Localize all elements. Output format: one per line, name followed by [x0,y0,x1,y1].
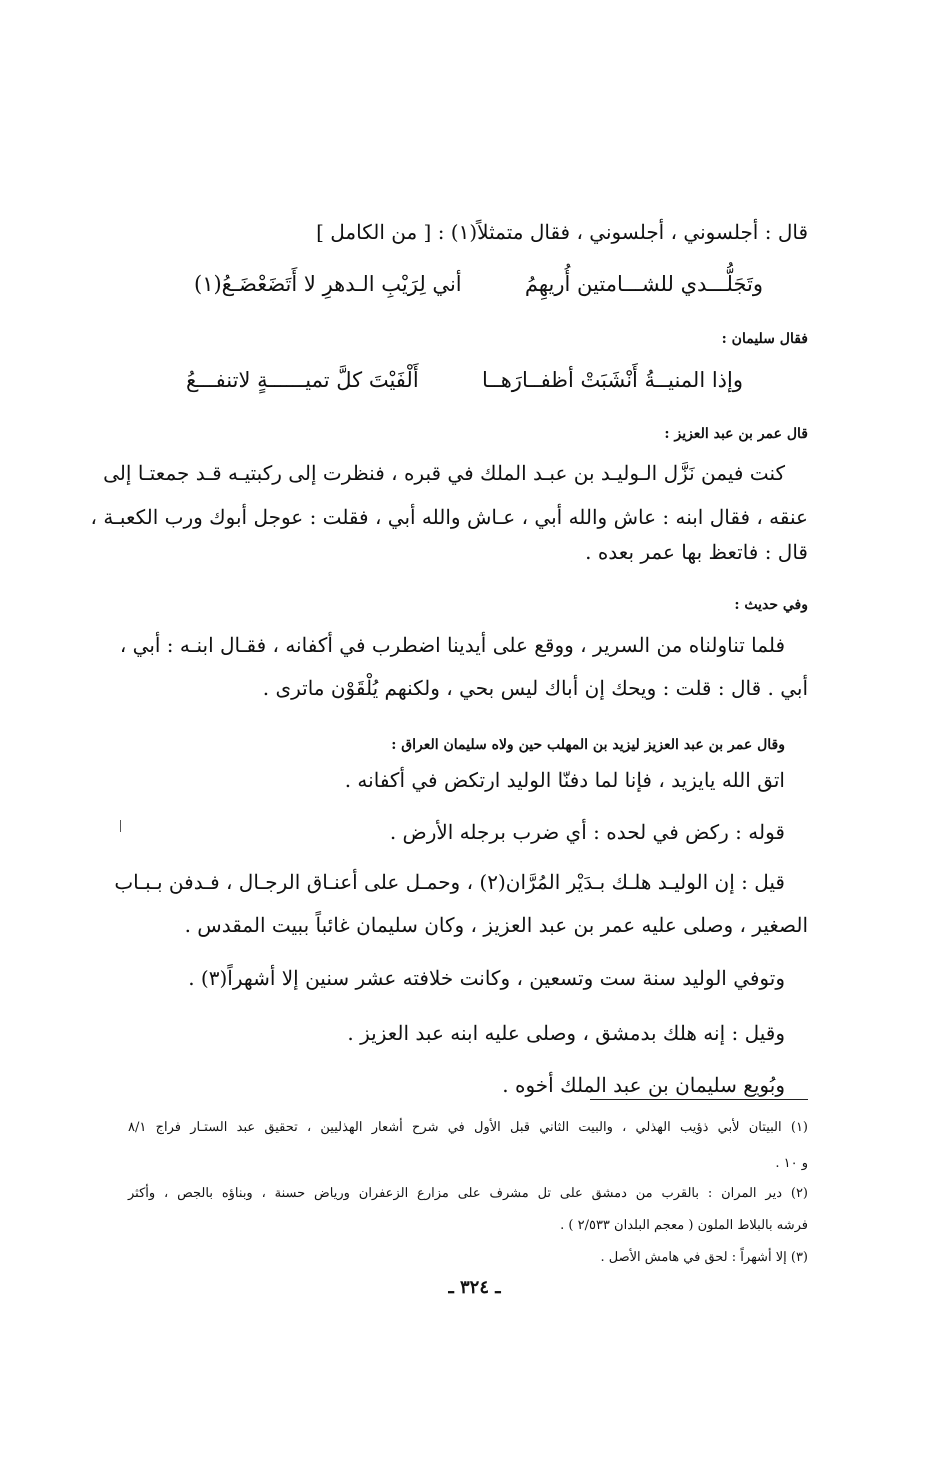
verse-1-second-hemistich: أني لِرَيْبِ الـدهرِ لا أَتَضَعْضَـعُ(١) [194,272,462,296]
intro-line: قال : أجلسوني ، أجلسوني ، فقال متمثلاً(١) : [ من الكامل ] [316,220,808,244]
footnote-3-line-1: (٣) إلا أشهراً : لحق في هامش الأصل . [600,1250,808,1265]
paragraph-7-line-1: وقيل : إنه هلك بدمشق ، وصلى عليه ابنه عبد العزيز . [347,1021,785,1045]
paragraph-6-line-1: وتوفي الوليد سنة ست وتسعين ، وكانت خلافته عشر سنين إلا أشهراً(٣) . [188,966,785,990]
paragraph-5-line-2: الصغير ، وصلى عليه عمر بن عبد العزيز ، وكان سليمان غائباً ببيت المقدس . [184,913,808,937]
paragraph-1-line-3: قال : فاتعظ بها عمر بعده . [585,540,808,564]
heading-umar-to-yazid: وقال عمر بن عبد العزيز ليزيد بن المهلب حين ولاه سليمان العراق : [391,737,785,753]
paragraph-8-line-1: وبُويع سليمان بن عبد الملك أخوه . [502,1073,785,1097]
verse-1-first-hemistich: وتَجَلُّـــدي للشـــامتين أُريهِمُ [524,272,763,296]
footnote-1-line-2: و ١٠ . [775,1156,808,1171]
paragraph-3-line-1: اتق الله يايزيد ، فإنا لما دفنّا الوليد ارتكض في أكفانه . [344,768,785,792]
verse-2-second-hemistich: أَلْفَيْتَ كلَّ تميــــــةٍ لاتنفـــعُ [186,368,419,392]
paragraph-1-line-1: كنت فيمن نَزَّل الـوليـد بن عبـد الملك في قبره ، فنظرت إلى ركبتيـه قـد جمعتـا إلى [103,461,785,485]
footnote-2-line-1: (٢) دير المران : بالقرب من دمشق على تل مشرف على مزارع الزعفران ورياض حسنة ، وبناؤه بالجص ، وأكثر [128,1186,808,1201]
paragraph-1-line-2: عنقه ، فقال ابنه : عاش والله أبي ، عـاش والله أبي ، فقلت : عوجل أبوك ورب الكعبـة ، [90,505,808,529]
heading-hadith: وفي حديث : [734,597,808,613]
paragraph-2-line-2: أبي . قال : قلت : ويحك إن أباك ليس بحي ، ولكنهم يُلْقَوْن ماترى . [262,676,808,700]
paragraph-2-line-1: فلما تناولناه من السرير ، ووقع على أيدينا اضطرب في أكفانه ، فقـال ابنـه : أبي ، [119,633,785,657]
footnote-2-line-2: فرشه بالبلاط الملون ( معجم البلدان ٢/٥٣٣ ) . [560,1218,808,1233]
footnote-1-line-1: (١) البيتان لأبي ذؤيب الهذلي ، والبيت الثاني قبل الأول في شرح أشعار الهذليين ، تحقيق عبد الستـار فراج ٨/١ [128,1120,808,1135]
footnote-separator [590,1099,808,1100]
heading-sulayman: فقال سليمان : [721,331,808,347]
verse-2-first-hemistich: وإذا المنيــةُ أَنْشَبَتْ أظفــارَهــا [482,368,743,392]
page-number: ـ ٣٢٤ ـ [448,1277,501,1298]
paragraph-5-line-1: قيل : إن الوليـد هلـك بـدَيْر المُرَّان(٢) ، وحمـل على أعنـاق الرجـال ، فـدفن بـبـاب [114,870,785,894]
paragraph-4-line-1: قوله : ركض في لحده : أي ضرب برجله الأرض . [389,820,785,844]
margin-mark [120,820,121,832]
heading-umar: قال عمر بن عبد العزيز : [664,426,808,442]
